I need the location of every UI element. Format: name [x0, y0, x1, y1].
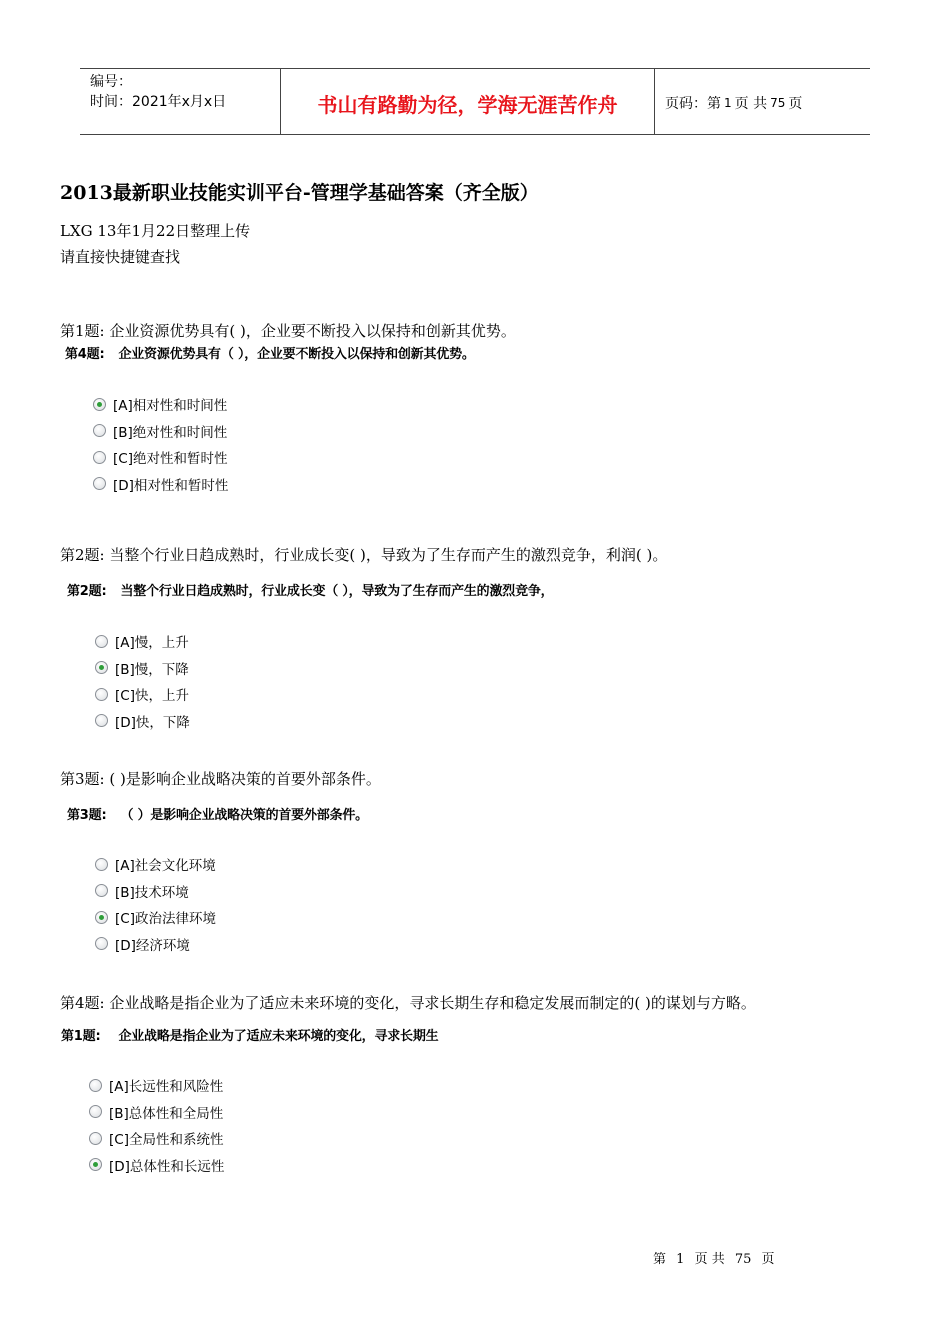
option-label: [D]经济环境: [115, 937, 190, 954]
radio-icon[interactable]: [89, 1079, 102, 1092]
question-4-screenshot-title: [61, 1025, 486, 1044]
question-1-screenshot-text: 企业资源优势具有（ ），企业要不断投入以保持和创新其优势。: [118, 347, 475, 362]
radio-selected-icon[interactable]: [95, 661, 108, 674]
radio-icon[interactable]: [95, 937, 108, 950]
option-label: [B]总体性和全局性: [109, 1105, 224, 1122]
option-label: [C]绝对性和暂时性: [113, 451, 228, 468]
question-1-options: [93, 391, 228, 497]
radio-icon[interactable]: [95, 884, 108, 897]
question-2-screenshot-num: 第2题:: [67, 584, 107, 599]
radio-icon[interactable]: [95, 635, 108, 648]
radio-icon[interactable]: [93, 477, 106, 490]
question-2-options: [95, 628, 190, 734]
header-motto: 书山有路勤为径，学海无涯苦作舟: [281, 69, 655, 134]
question-2-screenshot-text: 当整个行业日趋成熟时，行业成长变（ ），导致为了生存而产生的激烈竞争，: [120, 584, 554, 599]
option-label: [B]技术环境: [115, 884, 189, 901]
search-hint: 请直接快捷键查找: [60, 248, 181, 266]
question-2-option-d[interactable]: [95, 708, 190, 735]
upload-note: LXG 13年1月22日整理上传: [60, 222, 251, 240]
header-id-label: 编号：: [90, 74, 132, 90]
question-1-option-b[interactable]: [93, 418, 228, 445]
question-4-text: 第4题: 企业战略是指企业为了适应未来环境的变化，寻求长期生存和稳定发展而制定的( )的谋划与方略。: [60, 994, 756, 1012]
question-1-screenshot-title: [65, 343, 475, 362]
radio-icon[interactable]: [93, 424, 106, 437]
header-page-mid: 页 共: [734, 95, 768, 112]
question-4-screenshot-num: 第1题:: [61, 1029, 101, 1044]
radio-selected-icon[interactable]: [95, 911, 108, 924]
option-label: [A]社会文化环境: [115, 858, 216, 875]
page-footer: [650, 1248, 778, 1267]
question-1-screenshot-num: 第4题:: [65, 347, 105, 362]
footer-page-num: 1: [676, 1252, 685, 1267]
question-3-option-b[interactable]: [95, 878, 216, 905]
option-label: [C]快，上升: [115, 688, 189, 705]
header-info: [80, 69, 281, 134]
header-page-info: [655, 69, 870, 134]
question-4-option-a[interactable]: [89, 1072, 224, 1099]
footer-prefix: 第: [653, 1252, 667, 1267]
question-3-option-a[interactable]: [95, 851, 216, 878]
option-label: [A]相对性和时间性: [113, 398, 228, 415]
radio-icon[interactable]: [95, 858, 108, 871]
question-4-option-c[interactable]: [89, 1125, 224, 1152]
option-label: [A]慢，上升: [115, 635, 189, 652]
question-2-text: 第2题: 当整个行业日趋成熟时，行业成长变( )，导致为了生存而产生的激烈竞争，利润( )。: [60, 546, 668, 564]
question-2-option-a[interactable]: [95, 628, 190, 655]
radio-icon[interactable]: [93, 451, 106, 464]
question-3-option-d[interactable]: [95, 931, 216, 958]
radio-icon[interactable]: [89, 1132, 102, 1145]
question-3-screenshot-num: 第3题:: [67, 808, 107, 823]
question-1-option-c[interactable]: [93, 444, 228, 471]
option-label: [D]相对性和暂时性: [113, 477, 229, 494]
radio-icon[interactable]: [89, 1105, 102, 1118]
question-3-options: [95, 851, 216, 957]
question-3-screenshot-text: （ ）是影响企业战略决策的首要外部条件。: [120, 808, 368, 823]
header-page-suffix: 页: [788, 95, 803, 112]
question-4-option-d[interactable]: [89, 1152, 224, 1179]
header-page-total: 75: [770, 95, 786, 110]
option-label: [D]快，下降: [115, 714, 190, 731]
radio-icon[interactable]: [95, 714, 108, 727]
footer-mid: 页 共: [694, 1252, 725, 1267]
option-label: [B]慢，下降: [115, 661, 189, 678]
option-label: [D]总体性和长远性: [109, 1158, 225, 1175]
radio-icon[interactable]: [95, 688, 108, 701]
document-title: 2013最新职业技能实训平台-管理学基础答案（齐全版）: [60, 182, 539, 204]
footer-suffix: 页: [761, 1252, 775, 1267]
question-2-option-c[interactable]: [95, 681, 190, 708]
footer-total: 75: [734, 1252, 752, 1267]
question-2-screenshot-title: [67, 580, 607, 599]
option-label: [C]政治法律环境: [115, 911, 216, 928]
page-header: [80, 68, 870, 135]
header-page-num: 1: [724, 95, 732, 110]
option-label: [B]绝对性和时间性: [113, 424, 228, 441]
question-4-option-b[interactable]: [89, 1099, 224, 1126]
option-label: [A]长远性和风险性: [109, 1079, 224, 1096]
question-3-option-c[interactable]: [95, 904, 216, 931]
question-4-screenshot-text: 企业战略是指企业为了适应未来环境的变化，寻求长期生: [118, 1029, 439, 1044]
question-3-screenshot-title: [67, 804, 368, 823]
header-page-prefix: 页码：第: [665, 95, 721, 112]
question-3-text: 第3题: ( )是影响企业战略决策的首要外部条件。: [60, 770, 381, 788]
radio-selected-icon[interactable]: [89, 1158, 102, 1171]
radio-selected-icon[interactable]: [93, 398, 106, 411]
header-time-label: 时间：2021年x月x日: [90, 94, 227, 110]
question-1-text: 第1题: 企业资源优势具有( )，企业要不断投入以保持和创新其优势。: [60, 322, 516, 340]
question-1-option-a[interactable]: [93, 391, 228, 418]
question-1-option-d[interactable]: [93, 471, 228, 498]
option-label: [C]全局性和系统性: [109, 1132, 224, 1149]
question-2-option-b[interactable]: [95, 655, 190, 682]
question-4-options: [89, 1072, 224, 1178]
